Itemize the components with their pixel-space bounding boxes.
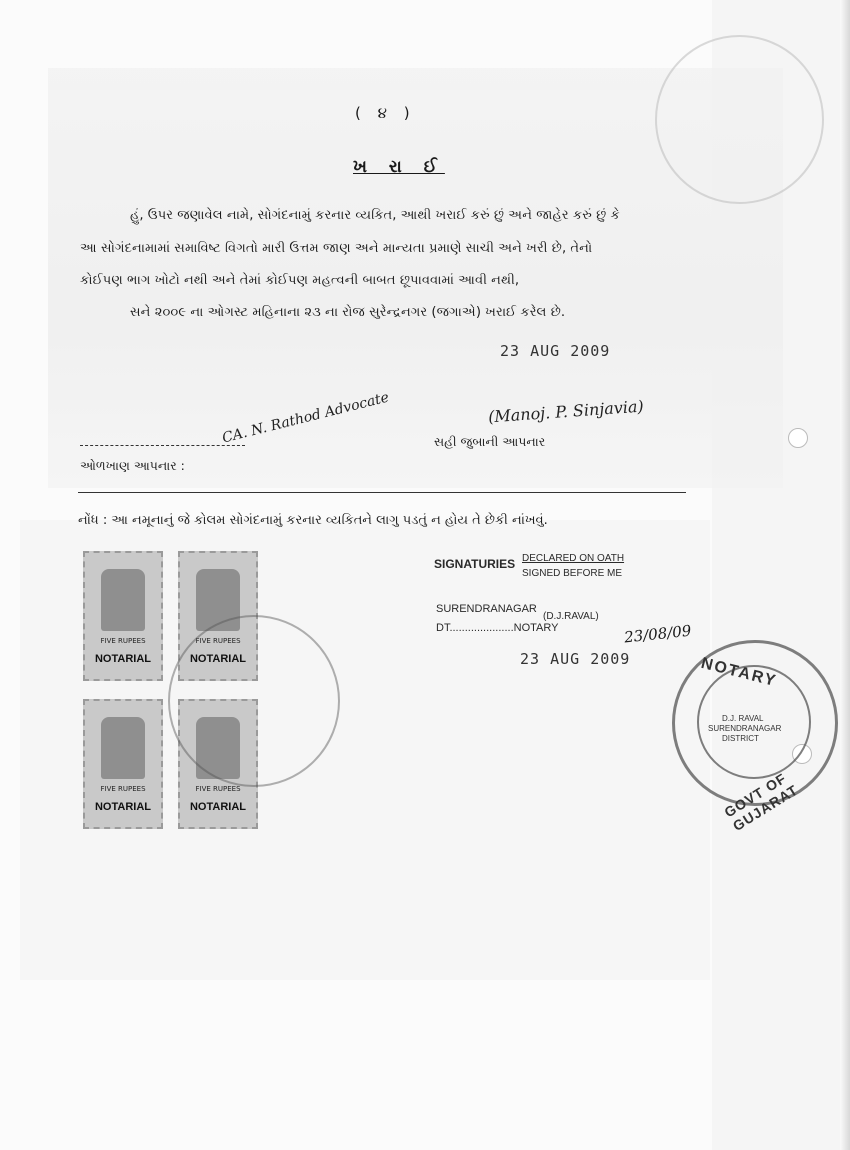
- notary-date-line: DT.....................NOTARY: [436, 622, 559, 634]
- stamp-label: NOTARIAL: [189, 653, 246, 665]
- stamp-label: NOTARIAL: [94, 653, 151, 665]
- notary-signed-text: SIGNED BEFORE ME: [522, 568, 623, 579]
- faded-seal: [655, 35, 824, 204]
- signature-dashed-line: [80, 445, 245, 446]
- notary-seal-overlay: [168, 615, 340, 787]
- stamp-label: NOTARIAL: [94, 801, 151, 813]
- date-stamp: 23 AUG 2009: [500, 342, 611, 360]
- seal-title: NOTARY: [699, 654, 779, 691]
- stamp-value: FIVE RUPEES: [195, 637, 241, 645]
- verification-heading: ખ રા ઈ: [353, 157, 445, 177]
- declarant-label: સહી જુબાની આપનાર: [434, 434, 546, 449]
- notary-place: SURENDRANAGAR: [436, 603, 537, 615]
- verification-text-line: આ સોગંદનામામાં સમાવિષ્ટ વિગતો મારી ઉત્તમ જાણ અને માન્યતા પ્રમાણે સાચી અને ખરી છે, તેનો: [80, 241, 593, 256]
- advocate-signature: CA. N. Rathod Advocate: [220, 389, 391, 447]
- page-number: ( ૪ ): [355, 104, 416, 122]
- identifier-label: ઓળખાણ આપનાર :: [80, 458, 185, 473]
- verification-text-line: સને ૨૦૦૯ ના ઓગસ્ટ મહિનાના ૨૩ ના રોજ સુરેન્દ્રનગર (જગાએ) ખરાઈ કરેલ છે.: [130, 305, 566, 320]
- note-text: નોંધ : આ નમૂનાનું જે કોલમ સોગંદનામું કરનાર વ્યકિતને લાગુ પડતું ન હોય તે છેકી નાંખવું.: [78, 513, 548, 528]
- notary-handwritten-date: 23/08/09: [623, 621, 693, 647]
- verification-text-line: હું, ઉપર જણાવેલ નામે, સોગંદનામું કરનાર વ્યકિત, આથી ખરાઈ કરું છું અને જાહેર કરું છું કે: [130, 208, 620, 223]
- notary-name: (D.J.RAVAL): [543, 611, 599, 622]
- seal-place: SURENDRANAGAR: [708, 724, 782, 733]
- stamp-value: FIVE RUPEES: [195, 785, 241, 793]
- notarial-stamp: [83, 699, 163, 829]
- declarant-signature: (Manoj. P. Sinjavia): [487, 396, 645, 427]
- notary-declared-text: DECLARED ON OATH: [522, 553, 625, 564]
- stamp-label: NOTARIAL: [189, 801, 246, 813]
- emblem-icon: [101, 569, 145, 631]
- emblem-icon: [101, 717, 145, 779]
- stamp-value: FIVE RUPEES: [100, 637, 146, 645]
- separator-line: [78, 492, 686, 493]
- notary-signatures-label: SIGNATURIES: [434, 557, 516, 571]
- notary-date-stamp: 23 AUG 2009: [520, 650, 631, 668]
- stamp-value: FIVE RUPEES: [100, 785, 146, 793]
- seal-govt: GOVT OF GUJARAT: [721, 769, 801, 835]
- notarial-stamp: [83, 551, 163, 681]
- seal-district: DISTRICT: [722, 734, 759, 743]
- verification-text-line: કોઈપણ ભાગ ખોટો નથી અને તેમાં કોઈપણ મહત્વની બાબત છૂપાવવામાં આવી નથી,: [80, 273, 520, 288]
- punch-hole: [788, 428, 808, 448]
- page-edge: [840, 0, 850, 1150]
- seal-name: D.J. RAVAL: [722, 714, 764, 723]
